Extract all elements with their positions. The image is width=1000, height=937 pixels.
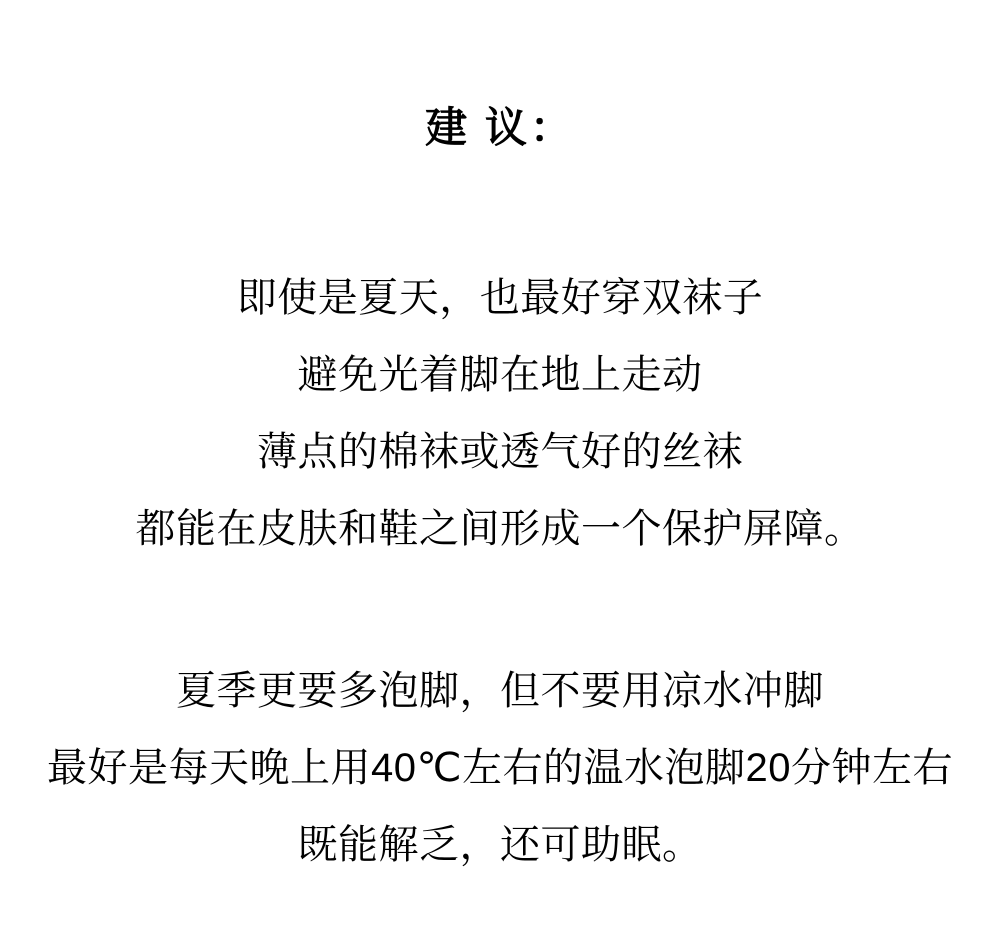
page-title: 建 议：	[425, 104, 575, 151]
text-line: 薄点的棉袜或透气好的丝袜	[257, 430, 743, 474]
paragraph-footbath-advice	[0, 653, 1000, 884]
text-line: 既能解乏，还可助眠。	[297, 823, 703, 867]
text-line: 即使是夏天，也最好穿双袜子	[236, 276, 764, 320]
text-line: 都能在皮肤和鞋之间形成一个保护屏障。	[135, 507, 865, 551]
paragraph-socks-advice	[0, 260, 1000, 568]
text-line: 夏季更要多泡脚，但不要用凉水冲脚	[176, 669, 824, 713]
text-line: 最好是每天晚上用40℃左右的温水泡脚20分钟左右	[47, 746, 953, 790]
text-line: 避免光着脚在地上走动	[297, 353, 703, 397]
